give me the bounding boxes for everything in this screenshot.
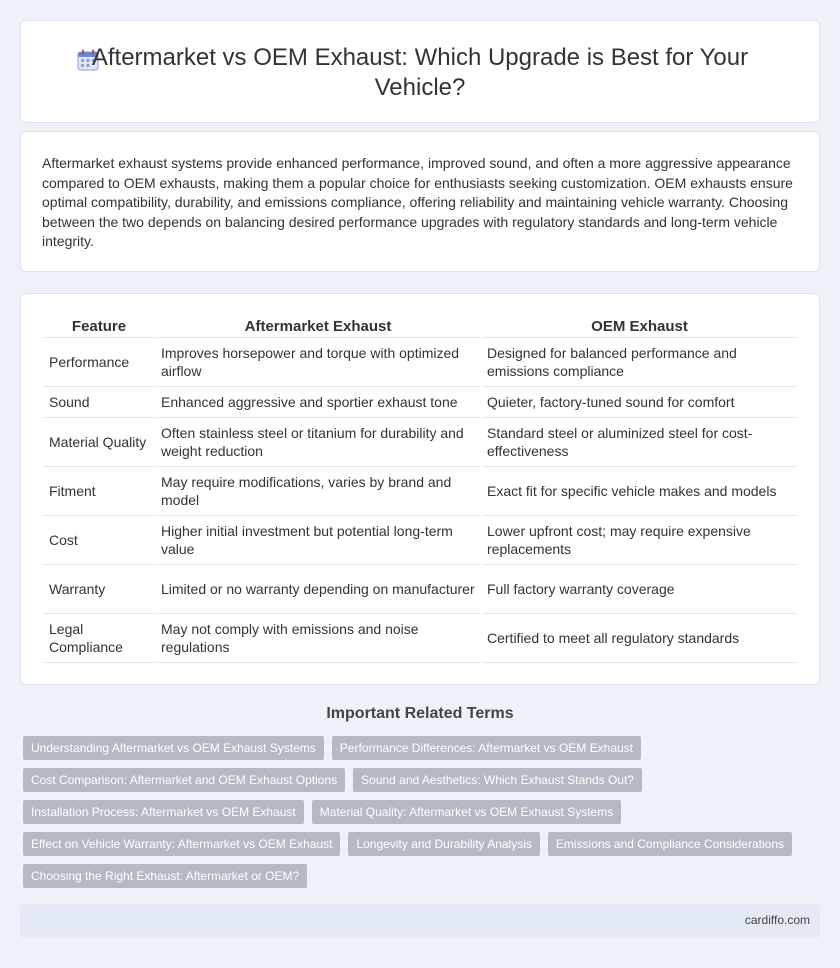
related-term-tag[interactable]: Cost Comparison: Aftermarket and OEM Exhaust Options	[23, 768, 345, 792]
footer-site-link[interactable]: cardiffo.com	[744, 913, 810, 927]
table-header-row	[44, 316, 797, 338]
oem-cell: Quieter, factory-tuned sound for comfort	[482, 387, 797, 418]
aftermarket-cell: Enhanced aggressive and sportier exhaust tone	[156, 387, 480, 418]
column-header-feature: Feature	[44, 316, 154, 338]
related-term-tag[interactable]: Sound and Aesthetics: Which Exhaust Stands Out?	[353, 768, 642, 792]
comparison-table	[42, 316, 799, 663]
page-title: Aftermarket vs OEM Exhaust: Which Upgrade is Best for Your Vehicle?	[91, 44, 749, 101]
feature-cell: Legal Compliance	[44, 614, 154, 663]
oem-cell: Exact fit for specific vehicle makes and models	[482, 467, 797, 516]
table-row	[44, 614, 797, 663]
related-term-tag[interactable]: Performance Differences: Aftermarket vs OEM Exhaust	[332, 736, 641, 760]
aftermarket-cell: Limited or no warranty depending on manufacturer	[156, 565, 480, 614]
aftermarket-cell: Often stainless steel or titanium for durability and weight reduction	[156, 418, 480, 467]
oem-cell: Full factory warranty coverage	[482, 565, 797, 614]
comparison-table-card	[20, 293, 820, 685]
oem-cell: Standard steel or aluminized steel for cost-effectiveness	[482, 418, 797, 467]
related-term-tag[interactable]: Material Quality: Aftermarket vs OEM Exhaust Systems	[312, 800, 621, 824]
feature-cell: Performance	[44, 338, 154, 387]
header-card	[20, 20, 820, 123]
related-term-tag[interactable]: Understanding Aftermarket vs OEM Exhaust Systems	[23, 736, 324, 760]
related-term-tag[interactable]: Longevity and Durability Analysis	[348, 832, 539, 856]
related-terms-heading: Important Related Terms	[326, 705, 514, 722]
column-header-oem: OEM Exhaust	[482, 316, 797, 338]
feature-cell: Cost	[44, 516, 154, 565]
oem-cell: Certified to meet all regulatory standards	[482, 614, 797, 663]
oem-cell: Designed for balanced performance and emissions compliance	[482, 338, 797, 387]
aftermarket-cell: May require modifications, varies by brand and model	[156, 467, 480, 516]
table-row	[44, 467, 797, 516]
footer-bar	[20, 904, 820, 938]
feature-cell: Warranty	[44, 565, 154, 614]
aftermarket-cell: Improves horsepower and torque with optimized airflow	[156, 338, 480, 387]
related-term-tag[interactable]: Effect on Vehicle Warranty: Aftermarket vs OEM Exhaust	[23, 832, 340, 856]
aftermarket-cell: Higher initial investment but potential long-term value	[156, 516, 480, 565]
feature-cell: Material Quality	[44, 418, 154, 467]
oem-cell: Lower upfront cost; may require expensive replacements	[482, 516, 797, 565]
table-row	[44, 387, 797, 418]
related-terms-list	[23, 736, 813, 888]
intro-card	[20, 131, 820, 272]
related-term-tag[interactable]: Choosing the Right Exhaust: Aftermarket or OEM?	[23, 864, 307, 888]
table-row	[44, 565, 797, 614]
related-term-tag[interactable]: Installation Process: Aftermarket vs OEM Exhaust	[23, 800, 304, 824]
table-row	[44, 418, 797, 467]
related-term-tag[interactable]: Emissions and Compliance Considerations	[548, 832, 792, 856]
feature-cell: Fitment	[44, 467, 154, 516]
column-header-aftermarket: Aftermarket Exhaust	[156, 316, 480, 338]
table-row	[44, 338, 797, 387]
feature-cell: Sound	[44, 387, 154, 418]
intro-paragraph: Aftermarket exhaust systems provide enhanced performance, improved sound, and often a more aggressive appearance compared to OEM exhausts, making them a popular choice for enthusiasts seeking customization. OEM exhausts ensure optimal compatibility, durability, and emissions compliance, offering reliability and maintaining vehicle warranty. Choosing between the two depends on balancing desired performance upgrades with regulatory standards and long-term vehicle integrity.	[42, 155, 793, 250]
aftermarket-cell: May not comply with emissions and noise regulations	[156, 614, 480, 663]
table-row	[44, 516, 797, 565]
